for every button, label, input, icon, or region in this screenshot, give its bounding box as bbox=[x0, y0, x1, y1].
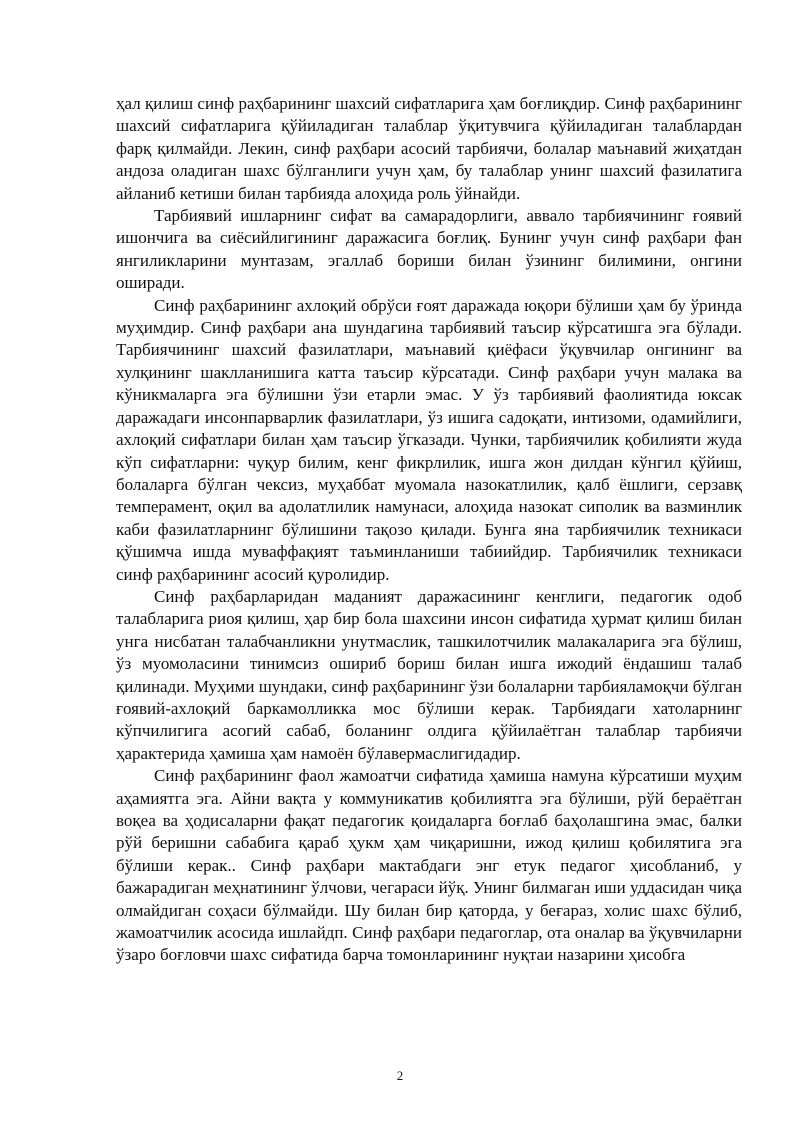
paragraph: Синф раҳбарининг фаол жамоатчи сифатида ҳамиша намуна кўрсатиши муҳим аҳамиятга эга. Айни вақта у коммуникатив қобилиятга эга бўлиши, рўй бераётган воқеа ва ҳодисаларни фақат педагогик қоидаларга боғлаб баҳолашгина эмас, балки рўй беришни сабабига қараб ҳукм ҳам чиқаришни, ижод қилиш қобилятига эга бўлиши керак.. Синф раҳбари мактабдаги энг етук педагог ҳисобланиб, у бажарадиган меҳнатининг ўлчови, чегараси йўқ. Унинг билмаган иши уддасидан чиқа олмайдиган соҳаси бўлмайди. Шу билан бир қаторда, у беғараз, холис шахс бўлиб, жамоатчилик асосида ишлайдп. Синф раҳбари педагоглар, ота оналар ва ўқувчиларни ўзаро боғловчи шахс сифатида барча томонларининг нуқтаи назарини ҳисобга bbox=[116, 766, 742, 965]
page-number: 2 bbox=[396, 1068, 404, 1083]
paragraph-continuation: ҳал қилиш синф раҳбарининг шахсий сифатларига ҳам боғлиқдир. Синф раҳбарининг шахсий сифатларига қўйиладиган талаблар ўқитувчига қўйиладиган талаблардан фарқ қилмайди. Лекин, синф раҳбари асосий тарбиячи, болалар маънавий жиҳатдан андоза оладиган шахс бўлганлиги учун ҳам, бу талаблар унинг шахсий фазилатига айланиб кетиши билан тарбияда алоҳида роль ўйнайди. bbox=[116, 94, 742, 203]
paragraph: Тарбиявий ишларнинг сифат ва самарадорлиги, аввало тарбиячининг ғоявий ишончига ва сиёсийлигининг даражасига боғлиқ. Бунинг учун синф раҳбари фан янгиликларини мунтазам, эгаллаб бориши билан ўзининг билимини, онгини оширади. bbox=[116, 206, 742, 293]
paragraph: Синф раҳбарларидан маданият даражасининг кенглиги, педагогик одоб талабларига риоя қилиш, ҳар бир бола шахсини инсон сифатида ҳурмат қилиш билан унга нисбатан талабчанликни унутмаслик, ташкилотчилик малакаларига эга бўлиш, ўз муомоласини тинимсиз ошириб бориш билан ишга ижодий ёндашиш талаб қилинади. Муҳими шундаки, синф раҳбарининг ўзи болаларни тарбияламоқчи бўлган ғоявий-ахлоқий баркамолликка мос бўлиши керак. Тарбиядаги хатоларнинг кўпчилигига асогий сабаб, боланинг олдига қўйилаётган талаблар тарбиячи ҳарактерида ҳамиша ҳам намоён бўлавермаслигидадир. bbox=[116, 586, 742, 763]
body-text bbox=[116, 93, 742, 967]
paragraph: Синф раҳбарининг ахлоқий обрўси ғоят даражада юқори бўлиши ҳам бу ўринда муҳимдир. Синф раҳбари ана шундагина тарбиявий таъсир кўрсатишга эга бўлади. Тарбиячининг шахсий фазилатлари, маънавий қиёфаси ўқувчилар онгининг ва хулқининг шаклланишига катта таъсир кўрсатади. Синф раҳбари учун малака ва кўникмаларга эга бўлишни ўзи етарли эмас. У ўз тарбиявий фаолиятида юксак даражадаги инсонпарварлик фазилатлари, ўз ишига садоқати, интизоми, одамийлиги, ахлоқий сифатлари билан ҳам таъсир ўгказади. Чунки, тарбиячилик қобилияти жуда кўп сифатларни: чуқур билим, кенг фикрлилик, ишга жон дилдан кўнгил қўйиш, болаларга бўлган чексиз, муҳаббат муомала назокатлилик, қалб ёшлиги, серзавқ темперамент, оқил ва адолатлилик намунаси, алоҳида назокат сиполик ва вазминлик каби фазилатларнинг бўлишини тақозо қилади. Бунга яна тарбиячилик техникаси қўшимча ишда муваффақият таъминланиши табиийдир. Тарбиячилик техникаси синф раҳбарининг асосий қуролидир. bbox=[116, 295, 742, 584]
